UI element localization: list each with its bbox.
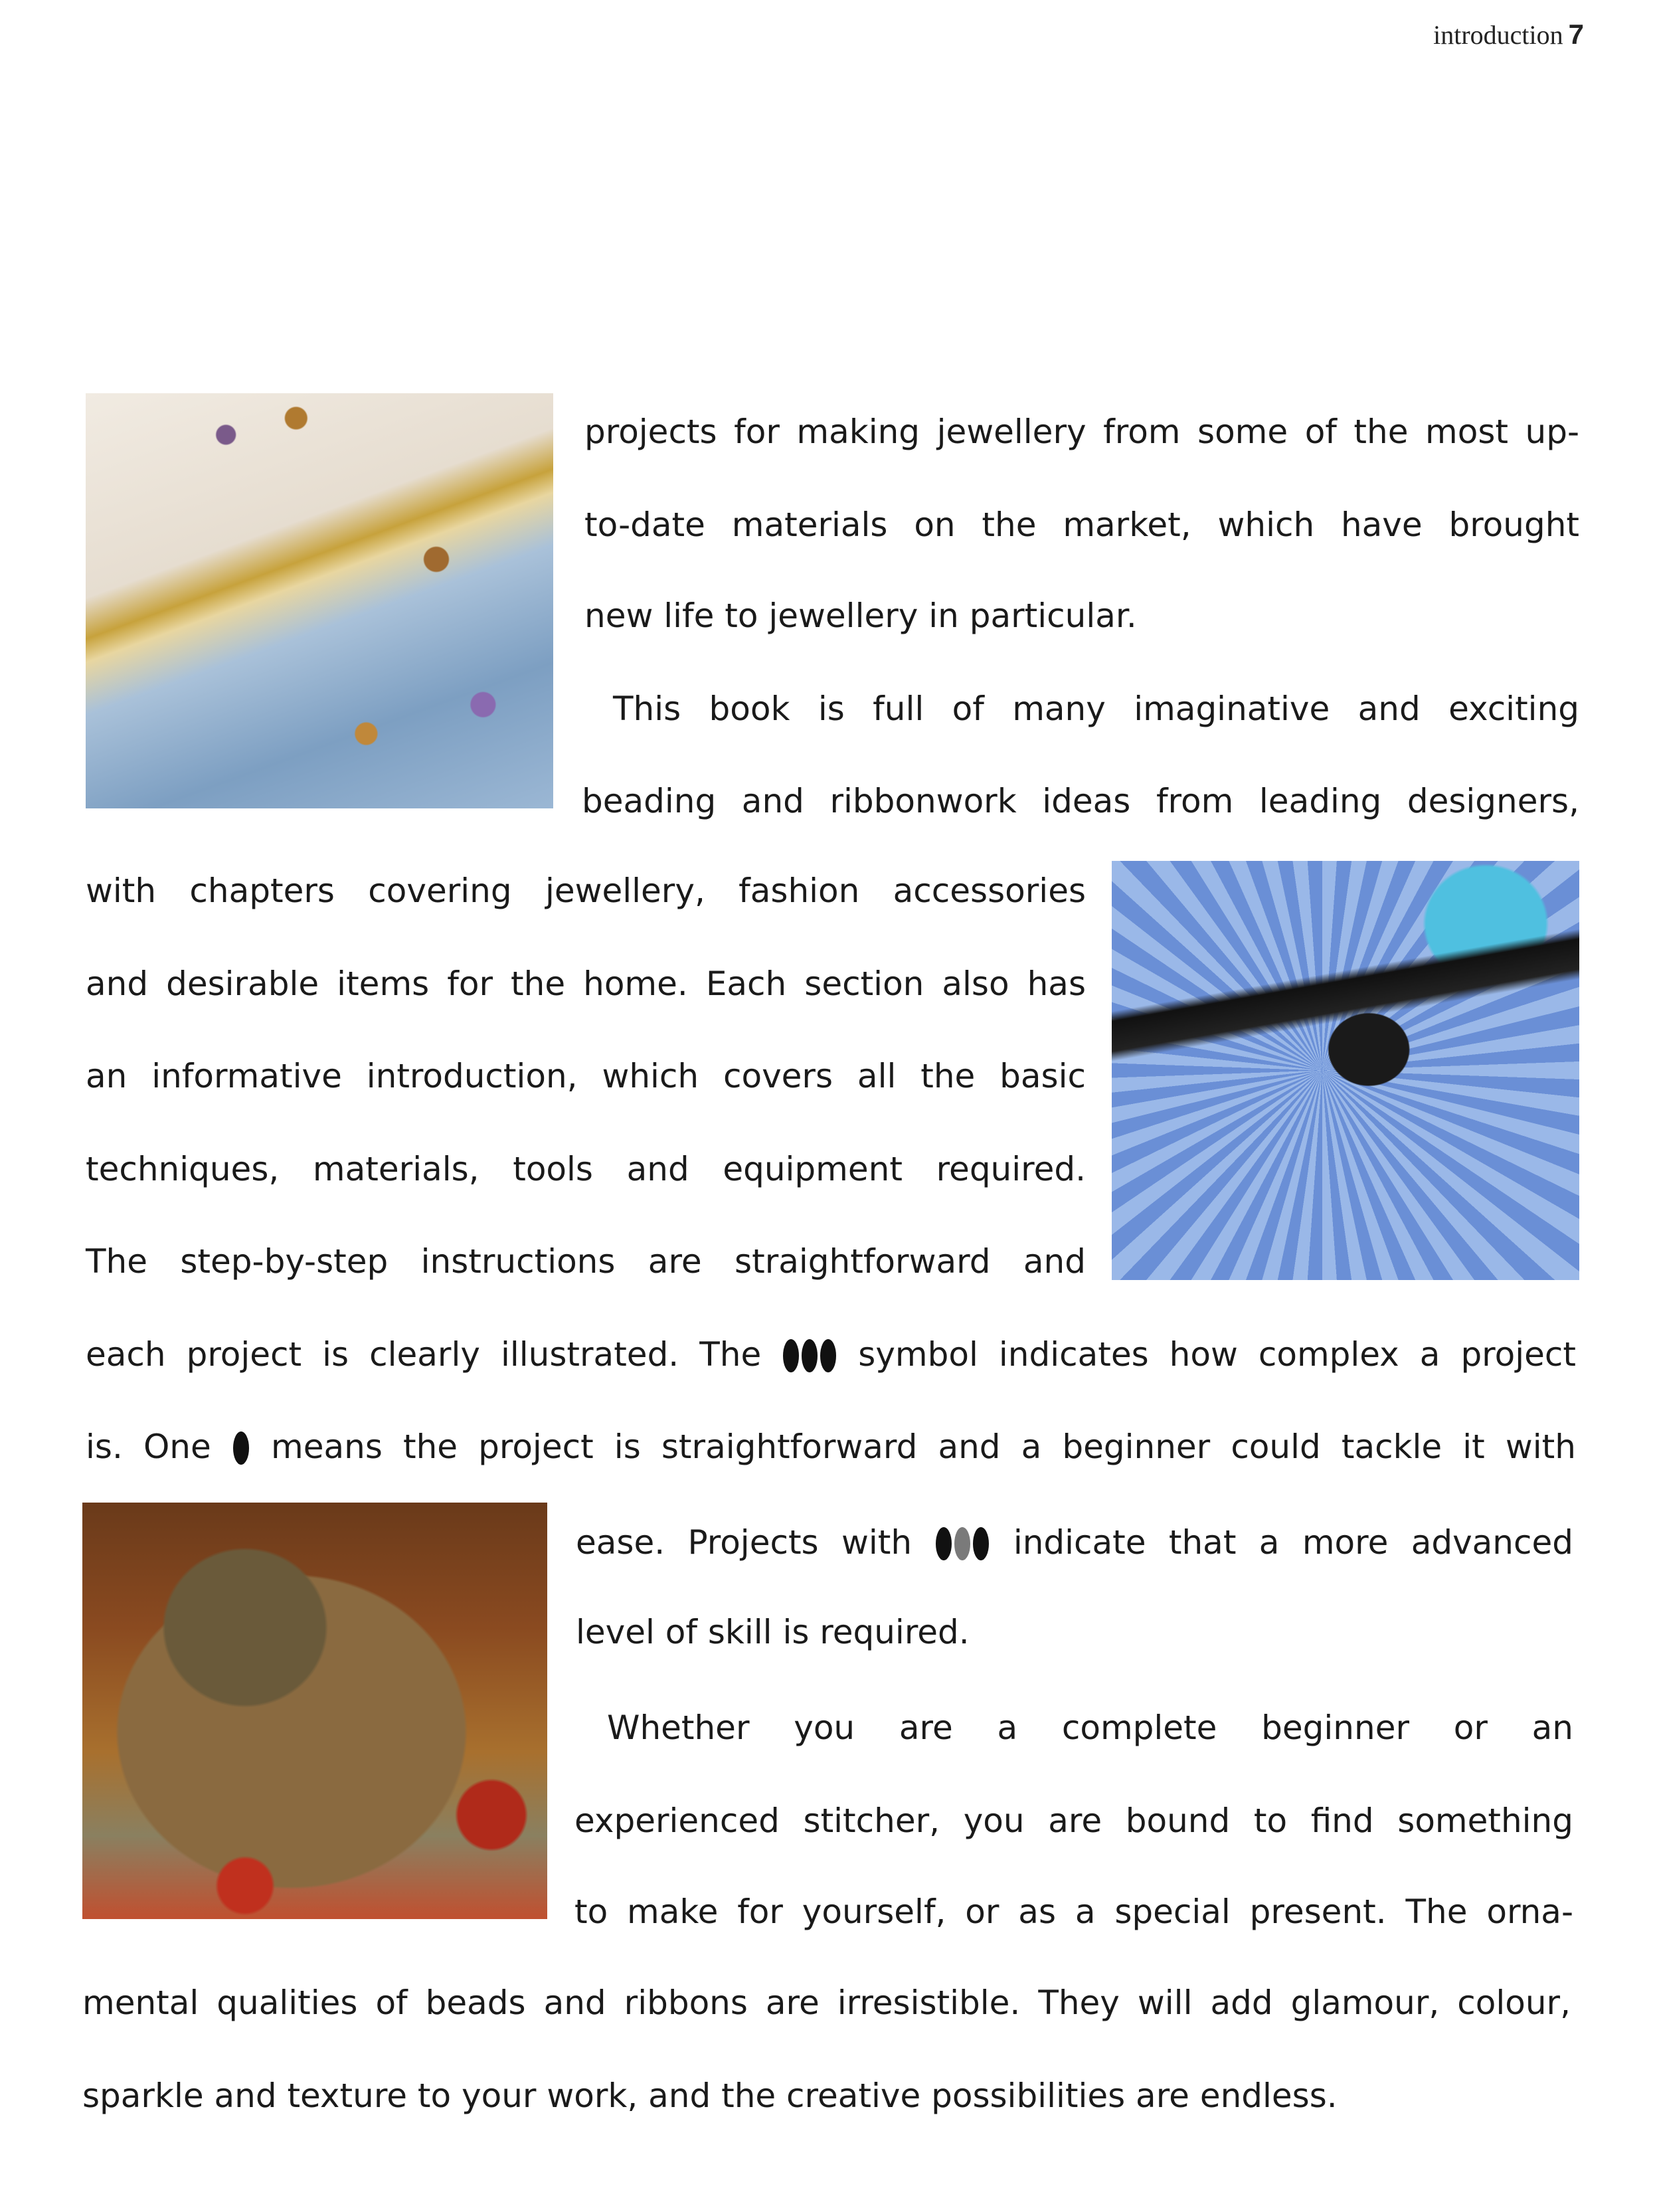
body-text: is. One: [86, 1428, 211, 1466]
page-number: 7: [1568, 19, 1584, 50]
body-line: experienced stitcher, you are bound to find something: [574, 1801, 1573, 1840]
body-line: The step-by-step instructions are straightforward and: [86, 1242, 1086, 1281]
dot-icon: [820, 1339, 836, 1372]
body-line: techniques, materials, tools and equipment required.: [86, 1150, 1086, 1188]
grey-dot-icon: [954, 1527, 970, 1560]
ribbon-decorated-box-photo: [82, 1503, 547, 1919]
beaded-chain-jewellery-photo: [86, 393, 553, 808]
body-text: each project is clearly illustrated. The: [86, 1335, 762, 1374]
body-text: indicate that a more advanced: [1013, 1523, 1573, 1562]
body-line: to make for yourself, or as a special present. The orna-: [574, 1892, 1573, 1931]
running-header: [1433, 19, 1584, 50]
beaded-choker-on-glass-plate-photo: [1112, 861, 1579, 1280]
complexity-symbol-advanced: [934, 1519, 990, 1566]
body-text: means the project is straightforward and a beginner could tackle it with: [271, 1428, 1576, 1466]
dot-icon: [936, 1527, 952, 1560]
dot-icon: [783, 1339, 799, 1372]
dot-icon: [973, 1527, 989, 1560]
body-line: sparkle and texture to your work, and the creative possibilities are endless.: [82, 2076, 1338, 2115]
body-line: with chapters covering jewellery, fashion accessories: [86, 872, 1086, 910]
section-title: introduction: [1433, 20, 1563, 50]
body-line: Whether you are a complete beginner or an: [607, 1708, 1573, 1747]
body-line: This book is full of many imaginative and exciting: [613, 690, 1579, 728]
body-line: [86, 1331, 1576, 1378]
complexity-symbol-one-dot-icon: [233, 1431, 249, 1465]
body-line: level of skill is required.: [576, 1613, 970, 1651]
body-line: [86, 1424, 1576, 1470]
body-line: [576, 1519, 1573, 1566]
dot-icon: [802, 1339, 818, 1372]
body-line: an informative introduction, which covers all the basic: [86, 1057, 1086, 1095]
body-line: projects for making jewellery from some of the most up-: [584, 413, 1579, 451]
body-line: and desirable items for the home. Each section also has: [86, 965, 1086, 1003]
body-line: mental qualities of beads and ribbons are irresistible. They will add glamour, colour,: [82, 1983, 1571, 2022]
body-line: new life to jewellery in particular.: [584, 597, 1137, 635]
body-line: beading and ribbonwork ideas from leading designers,: [582, 782, 1579, 820]
body-text: symbol indicates how complex a project: [858, 1335, 1576, 1374]
body-text: ease. Projects with: [576, 1523, 913, 1562]
complexity-symbol-three: [782, 1331, 837, 1378]
body-line: to-date materials on the market, which have brought: [584, 506, 1579, 544]
